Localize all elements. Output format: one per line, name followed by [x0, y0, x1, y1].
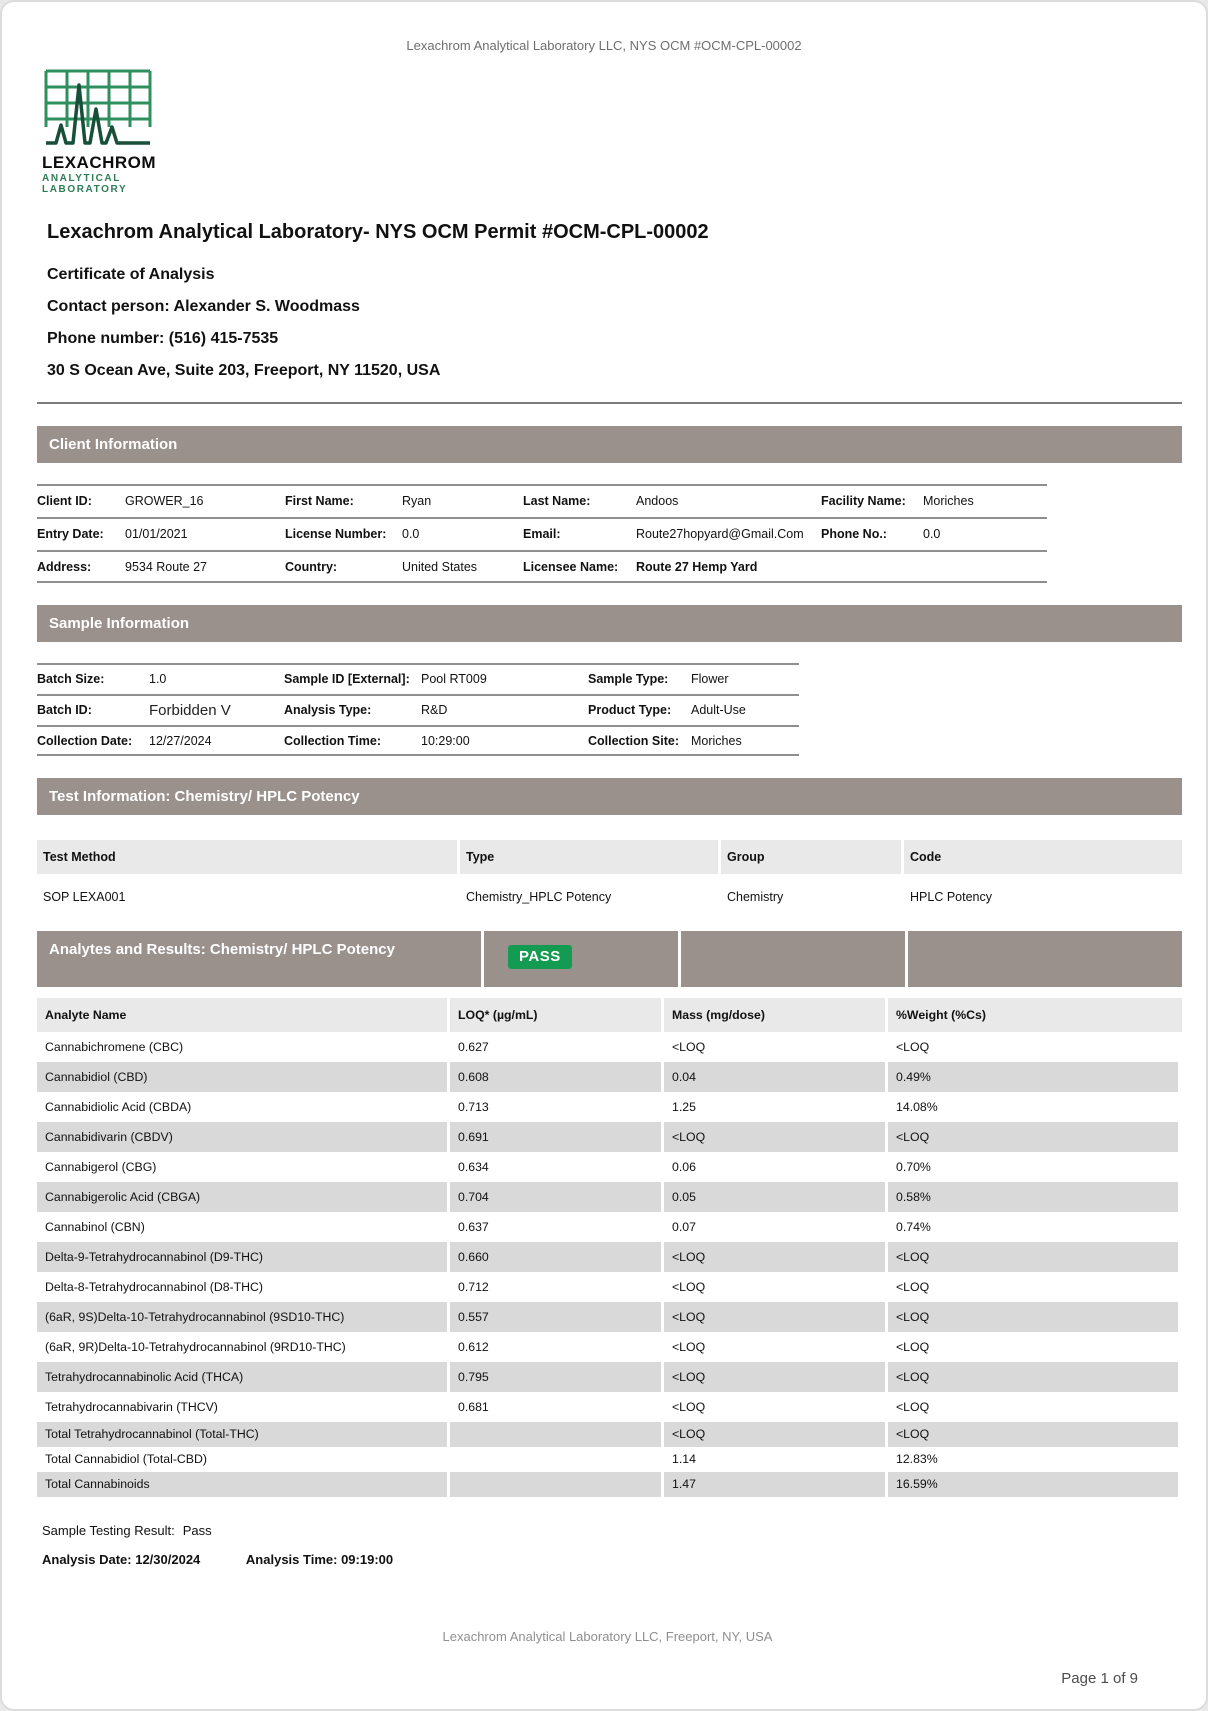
analysis-date-label: Analysis Date: [42, 1552, 132, 1567]
section-sample-information: Sample Information [37, 605, 1182, 642]
analyte-row [37, 1092, 1178, 1122]
table-cell: <LOQ [896, 1280, 930, 1294]
field-label: License Number: [285, 527, 387, 541]
field-label: Batch ID: [37, 703, 92, 717]
table-cell: 0.712 [458, 1280, 489, 1294]
analyte-row [37, 1392, 1178, 1422]
table-row [37, 663, 799, 694]
test-table-row [37, 874, 1182, 921]
table-cell: <LOQ [672, 1280, 706, 1294]
field-value: Ryan [402, 494, 432, 508]
field-value: Flower [691, 672, 729, 686]
analyte-row [37, 1447, 1178, 1472]
lab-address: 30 S Ocean Ave, Suite 203, Freeport, NY 11520, USA [47, 362, 441, 379]
table-cell [450, 1447, 661, 1472]
table-cell: Delta-8-Tetrahydrocannabinol (D8-THC) [45, 1280, 264, 1294]
field-value: 01/01/2021 [125, 527, 188, 541]
column-header: Analyte Name [37, 998, 447, 1032]
table-cell: <LOQ [664, 1122, 885, 1152]
sample-info-table [37, 663, 799, 756]
column-header: Test Method [37, 840, 457, 874]
testing-result-value: Pass [182, 1523, 212, 1538]
analytes-bar-spacer-2 [908, 931, 1182, 987]
test-table-header [37, 840, 1182, 874]
table-cell: Cannabinol (CBN) [45, 1220, 145, 1234]
table-cell: 1.47 [664, 1472, 885, 1497]
table-cell: 14.08% [896, 1100, 938, 1114]
table-cell: Chemistry_HPLC Potency [466, 890, 612, 904]
field-label: Collection Site: [588, 734, 679, 748]
table-cell: 0.795 [450, 1362, 661, 1392]
analyte-row [37, 1362, 1178, 1392]
field-label: Email: [523, 527, 561, 541]
field-value: Route 27 Hemp Yard [636, 560, 758, 574]
analytes-table-header [37, 998, 1182, 1032]
table-cell: Total Tetrahydrocannabinol (Total-THC) [37, 1422, 447, 1447]
field-value: Pool RT009 [421, 672, 487, 686]
contact-person: Contact person: Alexander S. Woodmass [47, 298, 360, 315]
table-row [37, 550, 1047, 583]
table-cell: 0.49% [888, 1062, 1178, 1092]
table-row [37, 694, 799, 725]
table-cell: 0.74% [896, 1220, 931, 1234]
analyte-row [37, 1182, 1178, 1212]
field-label: Country: [285, 560, 338, 574]
field-label: Sample Type: [588, 672, 669, 686]
analyte-row [37, 1152, 1178, 1182]
title-block [47, 221, 1178, 380]
table-cell: 0.70% [896, 1160, 931, 1174]
field-label: Collection Date: [37, 734, 133, 748]
analyte-row [37, 1472, 1178, 1497]
phone-number: Phone number: (516) 415-7535 [47, 330, 279, 347]
table-cell: 0.05 [664, 1182, 885, 1212]
analyte-row [37, 1062, 1178, 1092]
analytes-table-body [37, 1032, 1178, 1497]
table-cell: 1.25 [672, 1100, 696, 1114]
table-cell: 0.58% [888, 1182, 1178, 1212]
table-cell: <LOQ [896, 1340, 930, 1354]
field-value: United States [402, 560, 478, 574]
table-cell: Cannabidiolic Acid (CBDA) [45, 1100, 192, 1114]
field-label: Sample ID [External]: [284, 672, 410, 686]
logo-subtitle-1: ANALYTICAL [42, 173, 121, 184]
table-cell: 0.612 [458, 1340, 489, 1354]
analysis-date-value: 12/30/2024 [135, 1552, 201, 1567]
table-cell: Cannabigerol (CBG) [45, 1160, 157, 1174]
table-cell: <LOQ [672, 1400, 706, 1414]
table-cell: 0.713 [458, 1100, 489, 1114]
table-cell: 0.704 [450, 1182, 661, 1212]
table-cell: Tetrahydrocannabinolic Acid (THCA) [37, 1362, 447, 1392]
analysis-time-label: Analysis Time: [245, 1552, 338, 1567]
table-cell: 12.83% [896, 1452, 938, 1466]
table-cell: <LOQ [672, 1040, 706, 1054]
table-cell: Cannabidivarin (CBDV) [37, 1122, 447, 1152]
table-cell: Delta-9-Tetrahydrocannabinol (D9-THC) [37, 1242, 447, 1272]
table-cell: 0.557 [450, 1302, 661, 1332]
column-header: %Weight (%Cs) [888, 998, 1182, 1032]
footer-note: Lexachrom Analytical Laboratory LLC, Freeport, NY, USA [442, 1629, 773, 1644]
field-value: 1.0 [149, 672, 167, 686]
table-cell: <LOQ [664, 1362, 885, 1392]
table-cell: <LOQ [888, 1302, 1178, 1332]
table-cell: 16.59% [888, 1472, 1178, 1497]
analyte-row [37, 1242, 1178, 1272]
testing-result-label: Sample Testing Result: [42, 1523, 175, 1538]
table-row [37, 484, 1047, 517]
table-cell: HPLC Potency [910, 890, 992, 904]
field-label: Product Type: [588, 703, 672, 717]
field-value: Route27hopyard@Gmail.Com [636, 527, 804, 541]
table-cell: 0.681 [458, 1400, 489, 1414]
table-cell: Tetrahydrocannabivarin (THCV) [45, 1400, 218, 1414]
column-header: Mass (mg/dose) [664, 998, 885, 1032]
table-row [37, 517, 1047, 550]
analytes-bar-status-cell [484, 931, 678, 987]
field-value: 12/27/2024 [149, 734, 212, 748]
field-label: Analysis Type: [284, 703, 372, 717]
table-cell: (6aR, 9R)Delta-10-Tetrahydrocannabinol (9RD10-THC) [45, 1340, 346, 1354]
field-value: Moriches [923, 494, 974, 508]
pass-status-badge: PASS [508, 945, 572, 969]
analysis-date-time [42, 1552, 1178, 1567]
lexachrom-logo [42, 67, 192, 195]
logo-wordmark: LEXACHROM [42, 153, 157, 172]
table-cell: <LOQ [896, 1040, 930, 1054]
column-header: Group [721, 840, 901, 874]
analysis-time-value: 09:19:00 [341, 1552, 394, 1567]
table-cell: 0.07 [672, 1220, 696, 1234]
analyte-row [37, 1302, 1178, 1332]
table-cell: 0.06 [672, 1160, 696, 1174]
field-value: Forbidden V [149, 702, 231, 719]
client-info-table [37, 484, 1047, 583]
chromatogram-logo-icon [42, 67, 154, 147]
table-cell: <LOQ [896, 1400, 930, 1414]
table-cell: 0.691 [450, 1122, 661, 1152]
field-value: 0.0 [402, 527, 420, 541]
field-label: Client ID: [37, 494, 92, 508]
section-test-information: Test Information: Chemistry/ HPLC Potency [37, 778, 1182, 815]
analytes-section-title: Analytes and Results: Chemistry/ HPLC Potency [49, 941, 395, 958]
column-header: LOQ* (µg/mL) [450, 998, 661, 1032]
table-cell: 0.660 [450, 1242, 661, 1272]
table-cell [450, 1472, 661, 1497]
field-value: Moriches [691, 734, 742, 748]
header-note: Lexachrom Analytical Laboratory LLC, NYS OCM #OCM-CPL-00002 [406, 38, 802, 53]
field-label: Last Name: [523, 494, 591, 508]
table-cell: SOP LEXA001 [43, 890, 126, 904]
table-cell: Total Cannabidiol (Total-CBD) [45, 1452, 207, 1466]
sample-testing-result [42, 1523, 1178, 1538]
table-cell: 0.634 [458, 1160, 489, 1174]
field-label: Entry Date: [37, 527, 104, 541]
table-cell: 0.627 [458, 1040, 489, 1054]
section-analytes-results [37, 931, 1182, 987]
analyte-row [37, 1422, 1178, 1447]
table-cell: Chemistry [727, 890, 784, 904]
table-cell: Total Cannabinoids [37, 1472, 447, 1497]
field-label: Collection Time: [284, 734, 382, 748]
table-cell: 0.637 [458, 1220, 489, 1234]
table-cell: <LOQ [888, 1422, 1178, 1447]
table-cell: <LOQ [664, 1302, 885, 1332]
analyte-row [37, 1122, 1178, 1152]
table-cell: <LOQ [664, 1422, 885, 1447]
page-number: Page 1 of 9 [1061, 1670, 1138, 1687]
column-header: Type [460, 840, 718, 874]
field-label: Batch Size: [37, 672, 105, 686]
table-cell: <LOQ [888, 1362, 1178, 1392]
field-value: 10:29:00 [421, 734, 470, 748]
analyte-row [37, 1032, 1178, 1062]
field-value: GROWER_16 [125, 494, 204, 508]
column-header: Code [904, 840, 1182, 874]
analytes-bar-spacer-1 [681, 931, 905, 987]
analyte-row [37, 1272, 1178, 1302]
field-label: First Name: [285, 494, 354, 508]
field-value: Andoos [636, 494, 679, 508]
field-value: R&D [421, 703, 448, 717]
field-label: Facility Name: [821, 494, 906, 508]
logo-subtitle-2: LABORATORY [42, 184, 128, 195]
table-cell: 0.04 [664, 1062, 885, 1092]
analyte-row [37, 1212, 1178, 1242]
analytes-bar-title-cell [37, 931, 481, 987]
table-cell: <LOQ [664, 1242, 885, 1272]
table-cell [450, 1422, 661, 1447]
table-cell: Cannabidiol (CBD) [37, 1062, 447, 1092]
table-cell: Cannabichromene (CBC) [45, 1040, 184, 1054]
field-label: Address: [37, 560, 92, 574]
table-cell: (6aR, 9S)Delta-10-Tetrahydrocannabinol (9SD10-THC) [37, 1302, 447, 1332]
field-value: Adult-Use [691, 703, 746, 717]
certificate-subtitle: Certificate of Analysis [47, 266, 215, 283]
divider [37, 402, 1182, 404]
section-client-information: Client Information [37, 426, 1182, 463]
table-cell: Cannabigerolic Acid (CBGA) [37, 1182, 447, 1212]
field-label: Licensee Name: [523, 560, 619, 574]
analyte-row [37, 1332, 1178, 1362]
field-label: Phone No.: [821, 527, 887, 541]
table-cell: 1.14 [672, 1452, 696, 1466]
table-cell: 0.608 [450, 1062, 661, 1092]
table-row [37, 725, 799, 756]
table-cell: <LOQ [672, 1340, 706, 1354]
table-cell: <LOQ [888, 1242, 1178, 1272]
field-value: 0.0 [923, 527, 941, 541]
table-cell: <LOQ [888, 1122, 1178, 1152]
field-value: 9534 Route 27 [125, 560, 208, 574]
document-title: Lexachrom Analytical Laboratory- NYS OCM Permit #OCM-CPL-00002 [47, 221, 709, 243]
